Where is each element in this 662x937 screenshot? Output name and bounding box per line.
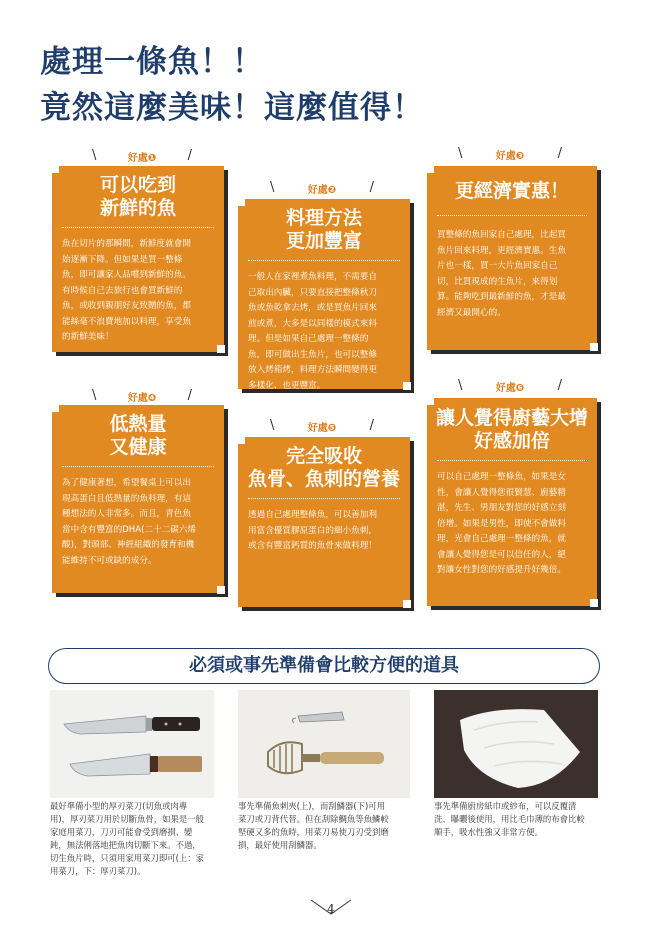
benefit-text: 魚在切片的那瞬間，新鮮度就會開 始逐漸下降。但如果是買一整條 魚，即可讓家人品嚐到新鮮的魚。 有時候自己去旅行也會買新鮮的 魚，或收到親朋好友致贈的魚，都 能絲毫不浪費地加以料理，享受魚 的新鮮美味！ <box>62 239 191 342</box>
benefit-tag: \ 好處❷ / <box>270 180 374 196</box>
divider <box>437 460 587 461</box>
benefit-text: 買整條的魚回家自己處理，比起買 魚片回來料理，更經濟實惠。生魚 片也一樣，買一大片魚回家自己 切，比買現成的生魚片，來得划 算。能夠吃到最新鮮的魚，才是最 經濟又最開心的。 <box>437 230 566 318</box>
benefit-card <box>427 166 597 350</box>
page-title-line1: 處理一條魚！！ <box>40 44 264 80</box>
benefit-text: 一般人在家裡煮魚料理，不需要自 己取出內臟，只要直接把整條秋刀 魚或魚乾拿去烤，或是買魚片回來 煎或煮，大多是以同樣的模式來料 理。但是如果自己處理一整條的 魚，即可做出生魚片，也可以整條 放入烤箱烤，料理方法瞬間變得更 多樣化、也更豐富。 <box>248 272 377 391</box>
benefit-card <box>427 398 597 606</box>
benefit-heading: 完全吸收 魚骨、魚刺的營養 <box>247 445 400 490</box>
benefit-heading: 料理方法 更加豐富 <box>285 207 362 252</box>
benefit-heading: 可以吃到 新鮮的魚 <box>99 174 176 219</box>
benefit-text: 為了健康著想，希望餐桌上可以出 現高蛋白且低熱量的魚料理，有這 種想法的人非常多。而且，青色魚 當中含有豐富的DHA(二十二碳六烯 酸)，對頭部、神經組織的發育和機 能維持不可或缺的成分。 <box>62 478 197 566</box>
fish-tools-photo <box>238 690 410 798</box>
divider <box>248 498 400 499</box>
benefit-card <box>52 405 224 593</box>
benefit-text: 透過自己處理整條魚，可以善加利 用富含優質膠原蛋白的細小魚刺， 或含有豐富鈣質的魚骨來做料理！ <box>248 510 377 551</box>
benefit-tag: \ 好處❸ / <box>458 146 562 162</box>
caption-fish-tools: 事先準備魚刺夾(上)，而刮鱗器(下)可用 菜刀或刀背代替。但在刮除鯛魚等魚鱗較 堅硬又多的魚時，用菜刀易使刀刃受到磨 損，最好使用刮鱗器。 <box>238 801 389 850</box>
page-number: 4 <box>327 902 335 916</box>
divider <box>248 260 400 261</box>
benefit-heading: 低熱量 又健康 <box>109 413 167 458</box>
benefit-heading: 更經濟實惠！ <box>454 180 569 202</box>
caption-kitchen-paper: 事先準備廚房紙巾或紗布，可以反覆清 洗、曝曬後使用，用比毛巾薄的布會比較 順手，吸水性強又非常方便。 <box>434 801 585 837</box>
knives-photo <box>50 690 214 798</box>
divider <box>62 466 214 467</box>
benefit-card <box>52 166 224 352</box>
benefit-card <box>238 199 410 389</box>
kitchen-paper-photo <box>434 690 598 798</box>
benefit-card <box>238 437 410 607</box>
benefit-tag: \ 好處❶ / <box>92 148 192 164</box>
divider <box>62 227 214 228</box>
tools-heading-bar <box>48 648 600 684</box>
caption-knives: 最好準備小型的厚刃菜刀(切魚或肉專 用)，厚刃菜刀用於切斷魚骨，如果是一般 家庭用菜刀，刀刃可能會受到磨損、變 鈍，無法俐落地把魚肉切斷下來。不過， 切生魚片時，只須用家用菜刀即可(上：家 用菜刀，下：厚刃菜刀)。 <box>50 801 205 876</box>
benefit-tag: \ 好處❺ / <box>270 418 374 434</box>
benefit-tag: \ 好處❻ / <box>458 378 562 394</box>
benefit-text: 可以自己處理一整條魚，如果是女 性，會讓人覺得您很賢慧、廚藝精 湛，先生、男朋友對您的好感立刻 倍增。如果是男性，即使不會做料 理，光會自己處理一整條的魚，就 會讓人覺得您是可以信任的人，絕 對讓女性對您的好感提升好幾倍。 <box>437 472 566 575</box>
benefit-tag: \ 好處❹ / <box>92 388 192 404</box>
page-title-line2: 竟然這麼美味！這麼值得！ <box>40 90 424 126</box>
tools-heading: 必須或事先準備會比較方便的道具 <box>189 655 459 676</box>
benefit-heading: 讓人覺得廚藝大增 好感加倍 <box>435 407 588 452</box>
divider <box>437 215 587 216</box>
